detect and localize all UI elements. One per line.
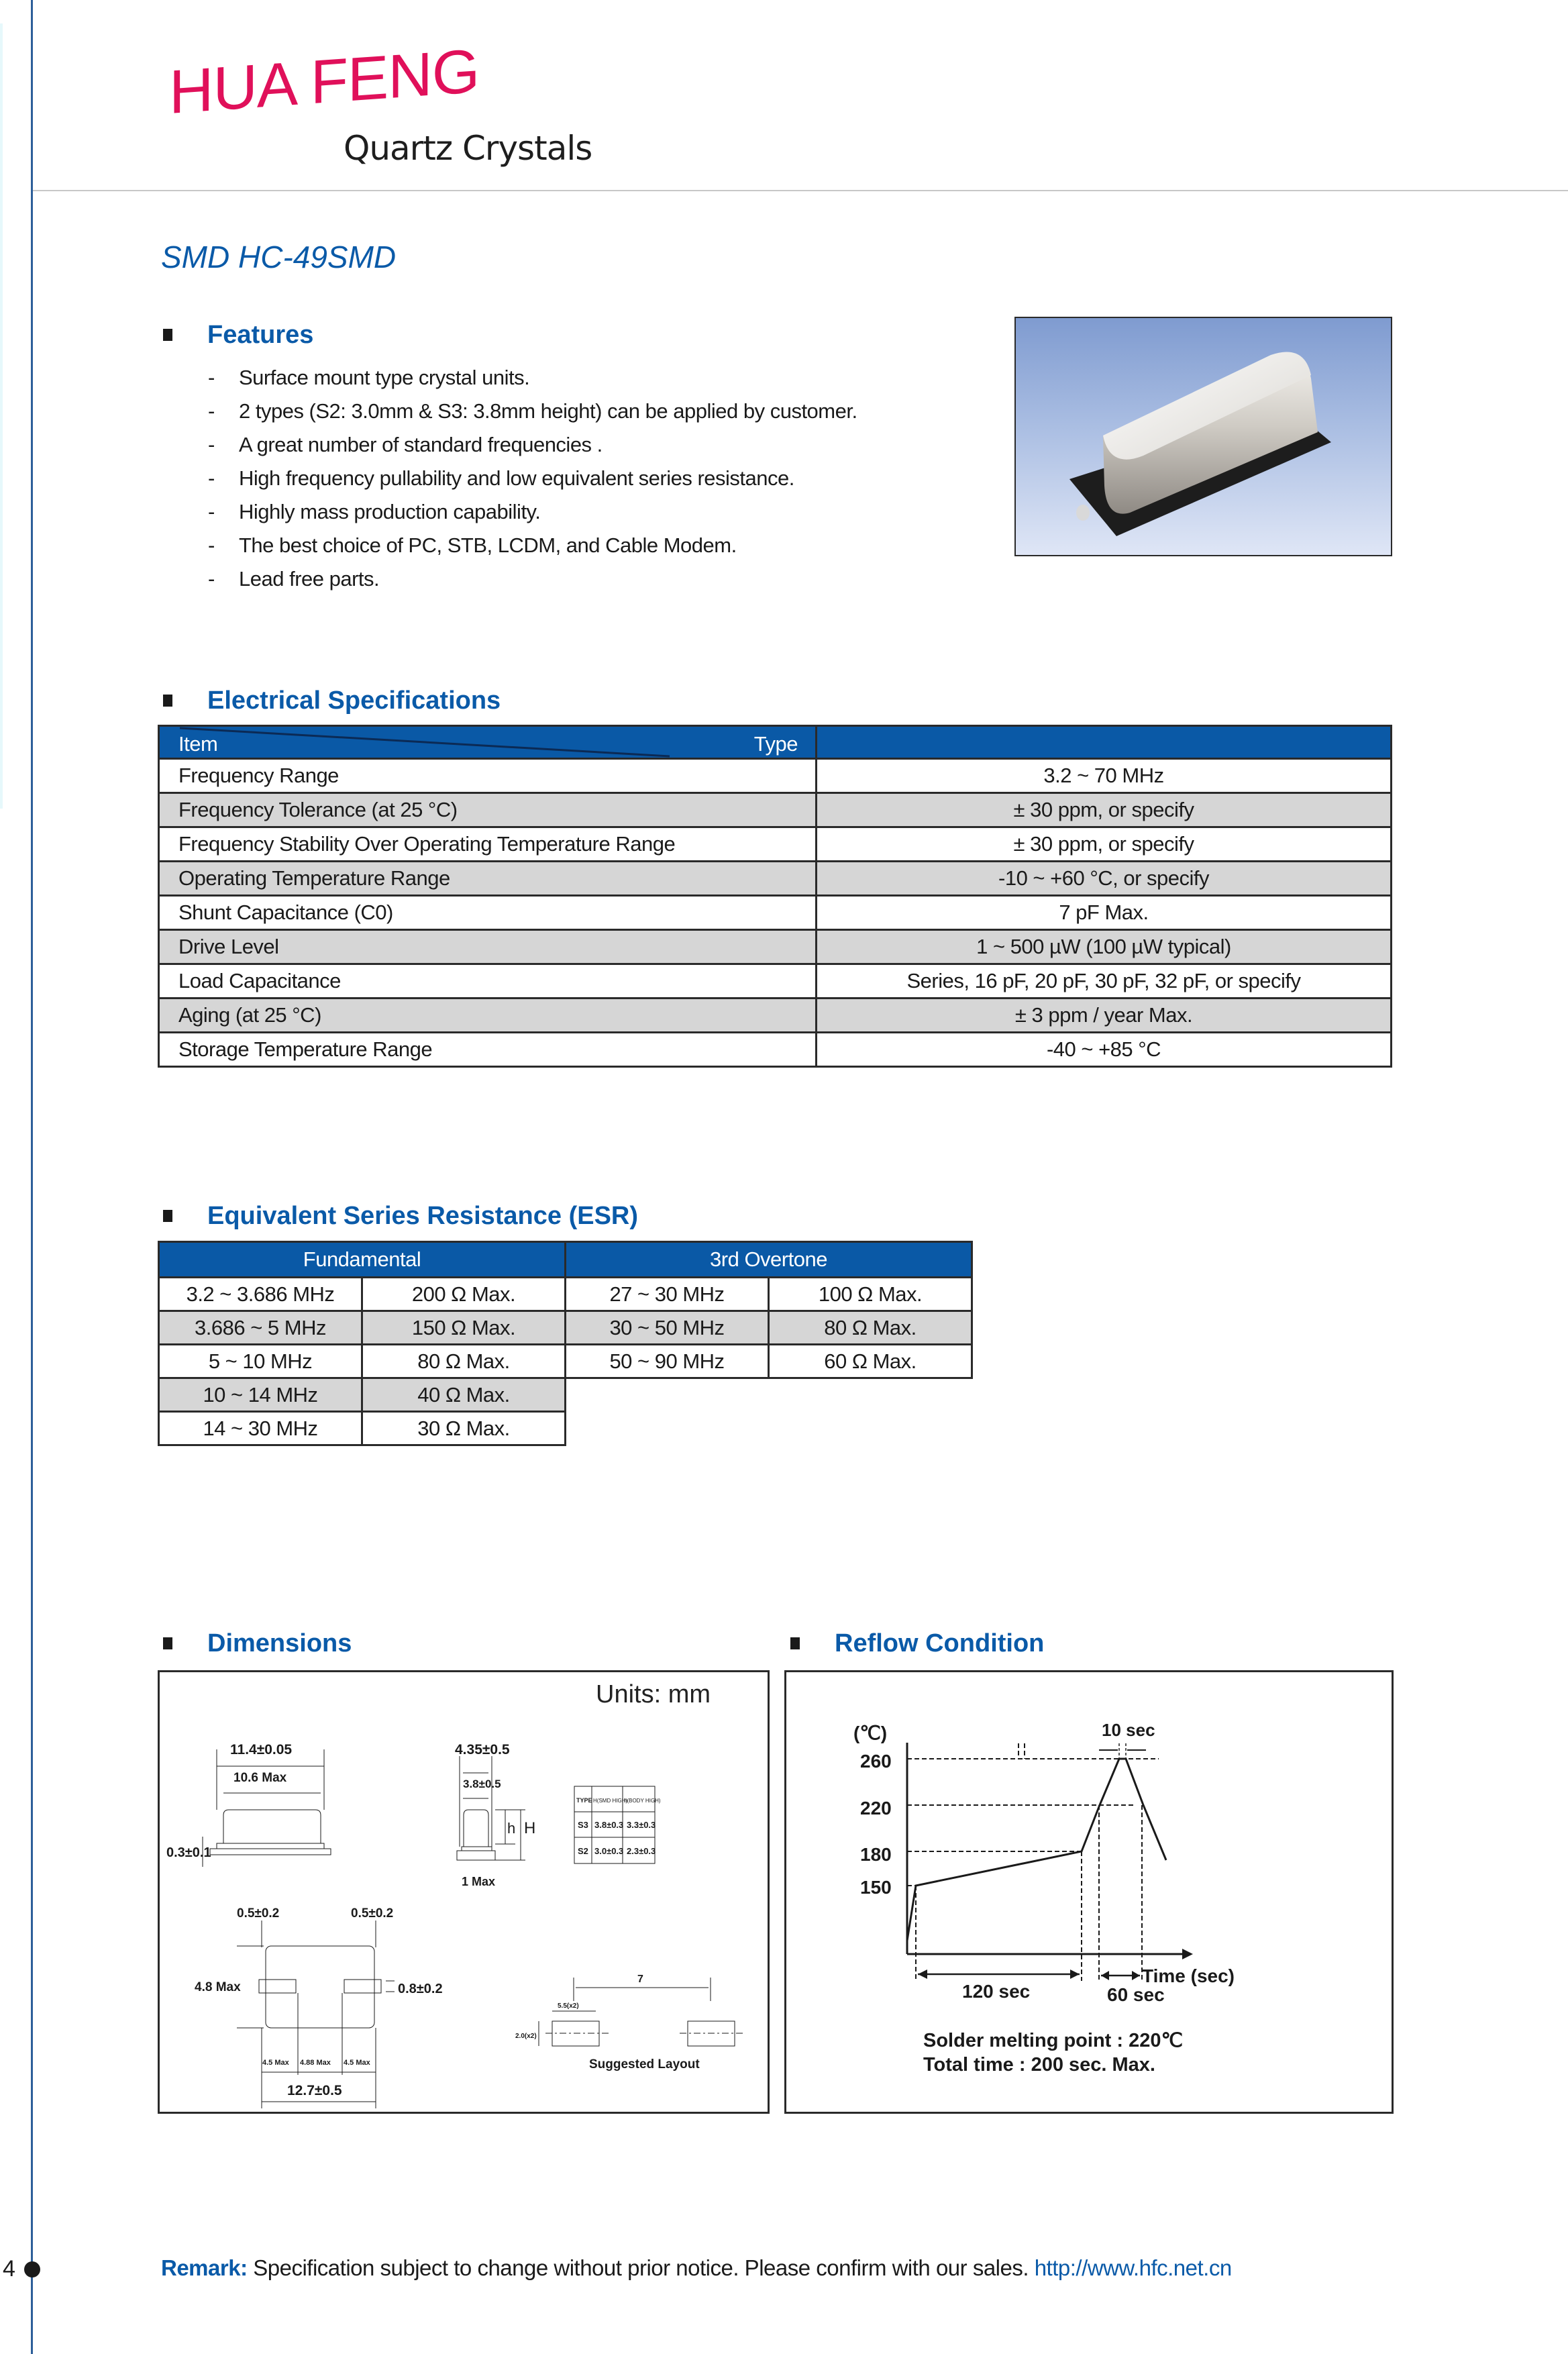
reflow-profile-chart xyxy=(786,1672,1392,2112)
svg-text:150: 150 xyxy=(860,1877,892,1898)
table-row: 10 ~ 14 MHz 40 Ω Max. xyxy=(159,1378,972,1412)
svg-text:(℃): (℃) xyxy=(853,1723,888,1743)
svg-text:4.5 Max: 4.5 Max xyxy=(344,2059,370,2067)
square-bullet-icon xyxy=(163,695,172,707)
svg-text:Units: mm: Units: mm xyxy=(596,1680,711,1708)
svg-text:0.3±0.1: 0.3±0.1 xyxy=(166,1845,211,1860)
remark-text: Specification subject to change without prior notice. Please confirm with our sales. xyxy=(247,2255,1035,2280)
svg-text:Solder melting point : 220℃: Solder melting point : 220℃ xyxy=(923,2030,1184,2051)
electrical-heading: Electrical Specifications xyxy=(163,688,501,713)
table-row: Shunt Capacitance (C0) 7 pF Max. xyxy=(159,896,1392,930)
left-margin-tint xyxy=(0,23,3,809)
table-row: Frequency Stability Over Operating Temperature Range ± 30 ppm, or specify xyxy=(159,827,1392,862)
reflow-chart xyxy=(784,1670,1394,2114)
dimensions-drawing xyxy=(158,1670,770,2114)
svg-text:180: 180 xyxy=(860,1844,892,1865)
dimension-diagram xyxy=(160,1672,768,2112)
table-row: 5 ~ 10 MHz 80 Ω Max. 50 ~ 90 MHz 60 Ω Max. xyxy=(159,1345,972,1378)
svg-text:h: h xyxy=(507,1820,516,1837)
feature-item: - A great number of standard frequencies . xyxy=(208,433,603,456)
svg-text:3.0±0.3: 3.0±0.3 xyxy=(594,1846,624,1856)
svg-text:10.6 Max: 10.6 Max xyxy=(233,1771,287,1785)
features-list xyxy=(208,361,857,596)
table-row: Aging (at 25 °C) ± 3 ppm / year Max. xyxy=(159,999,1392,1033)
svg-text:S2: S2 xyxy=(578,1846,588,1856)
svg-text:260: 260 xyxy=(860,1751,892,1772)
svg-text:4.35±0.5: 4.35±0.5 xyxy=(455,1742,510,1757)
page-number: 4 xyxy=(3,2256,15,2282)
svg-text:7: 7 xyxy=(637,1974,643,1985)
svg-text:5.5(x2): 5.5(x2) xyxy=(558,2002,579,2010)
feature-item: - Lead free parts. xyxy=(208,567,380,591)
svg-text:Total time : 200 sec. Max.: Total time : 200 sec. Max. xyxy=(923,2054,1155,2076)
svg-text:S3: S3 xyxy=(578,1820,588,1830)
svg-text:11.4±0.05: 11.4±0.05 xyxy=(230,1742,293,1757)
left-margin-rule xyxy=(31,0,33,2354)
svg-text:3.8±0.3: 3.8±0.3 xyxy=(594,1820,624,1830)
table-header-row: Fundamental 3rd Overtone xyxy=(159,1242,972,1278)
table-header-row xyxy=(159,726,1392,759)
table-row: Operating Temperature Range -10 ~ +60 °C, or specify xyxy=(159,862,1392,896)
svg-text:3.3±0.3: 3.3±0.3 xyxy=(627,1820,656,1830)
table-row: Frequency Range 3.2 ~ 70 MHz xyxy=(159,759,1392,793)
dimensions-heading: Dimensions xyxy=(163,1631,352,1656)
feature-item: - 2 types (S2: 3.0mm & S3: 3.8mm height) can be applied by customer. xyxy=(208,399,857,423)
document-title: SMD HC-49SMD xyxy=(161,240,397,274)
feature-item: - High frequency pullability and low equivalent series resistance. xyxy=(208,466,794,490)
svg-text:Time (sec): Time (sec) xyxy=(1142,1965,1235,1986)
feature-item: - Highly mass production capability. xyxy=(208,500,541,523)
table-row: 3.686 ~ 5 MHz 150 Ω Max. 30 ~ 50 MHz 80 Ω Max. xyxy=(159,1311,972,1345)
svg-text:220: 220 xyxy=(860,1798,892,1819)
svg-text:10 sec: 10 sec xyxy=(1102,1720,1155,1740)
website-link[interactable]: http://www.hfc.net.cn xyxy=(1034,2255,1232,2280)
footer-remark xyxy=(161,2257,1232,2279)
table-row: 3.2 ~ 3.686 MHz 200 Ω Max. 27 ~ 30 MHz 100 Ω Max. xyxy=(159,1278,972,1311)
value-header xyxy=(817,726,1392,759)
svg-text:60 sec: 60 sec xyxy=(1107,1984,1165,2005)
square-bullet-icon xyxy=(163,1637,172,1649)
page-marker-dot-icon xyxy=(24,2261,40,2278)
svg-text:0.5±0.2: 0.5±0.2 xyxy=(237,1906,280,1921)
feature-item: - The best choice of PC, STB, LCDM, and Cable Modem. xyxy=(208,533,737,557)
square-bullet-icon xyxy=(163,1210,172,1222)
svg-text:2.0(x2): 2.0(x2) xyxy=(515,2033,537,2040)
product-photo xyxy=(1014,317,1392,556)
svg-text:4.5 Max: 4.5 Max xyxy=(262,2059,289,2067)
svg-text:120 sec: 120 sec xyxy=(962,1981,1031,2002)
square-bullet-icon xyxy=(790,1637,800,1649)
svg-text:h(BODY HIGH): h(BODY HIGH) xyxy=(624,1798,661,1804)
table-row: Storage Temperature Range -40 ~ +85 °C xyxy=(159,1033,1392,1067)
remark-label: Remark: xyxy=(161,2255,248,2280)
esr-heading: Equivalent Series Resistance (ESR) xyxy=(163,1203,638,1229)
diagonal-divider xyxy=(160,727,815,758)
square-bullet-icon xyxy=(163,329,172,341)
header-divider xyxy=(33,190,1568,191)
item-type-header: Item Type xyxy=(159,726,817,759)
svg-text:4.88 Max: 4.88 Max xyxy=(300,2059,331,2067)
reflow-heading: Reflow Condition xyxy=(790,1631,1044,1656)
table-row: 14 ~ 30 MHz 30 Ω Max. xyxy=(159,1412,972,1445)
svg-text:4.8 Max: 4.8 Max xyxy=(195,1980,241,1994)
table-row: Load Capacitance Series, 16 pF, 20 pF, 30 pF, 32 pF, or specify xyxy=(159,964,1392,999)
svg-text:TYPE: TYPE xyxy=(576,1797,592,1804)
esr-table xyxy=(158,1241,973,1446)
table-row: Drive Level 1 ~ 500 µW (100 µW typical) xyxy=(159,930,1392,964)
crystal-component-icon xyxy=(1016,318,1392,556)
svg-text:3.8±0.5: 3.8±0.5 xyxy=(463,1778,501,1790)
svg-text:2.3±0.3: 2.3±0.3 xyxy=(627,1846,656,1856)
svg-text:1 Max: 1 Max xyxy=(462,1875,496,1888)
brand-tagline: Quartz Crystals xyxy=(344,129,592,168)
brand-logo: HUA FENG xyxy=(169,36,480,127)
svg-text:0.8±0.2: 0.8±0.2 xyxy=(398,1982,443,1996)
svg-text:0.5±0.2: 0.5±0.2 xyxy=(351,1906,394,1921)
svg-text:H(SMD HIGH): H(SMD HIGH) xyxy=(593,1798,628,1804)
feature-item: - Surface mount type crystal units. xyxy=(208,366,530,389)
svg-text:Suggested Layout: Suggested Layout xyxy=(589,2057,700,2071)
features-heading: Features xyxy=(163,322,313,348)
electrical-spec-table xyxy=(158,725,1392,1068)
svg-text:H: H xyxy=(524,1819,536,1837)
svg-text:12.7±0.5: 12.7±0.5 xyxy=(287,2083,342,2098)
table-row: Frequency Tolerance (at 25 °C) ± 30 ppm, or specify xyxy=(159,793,1392,827)
